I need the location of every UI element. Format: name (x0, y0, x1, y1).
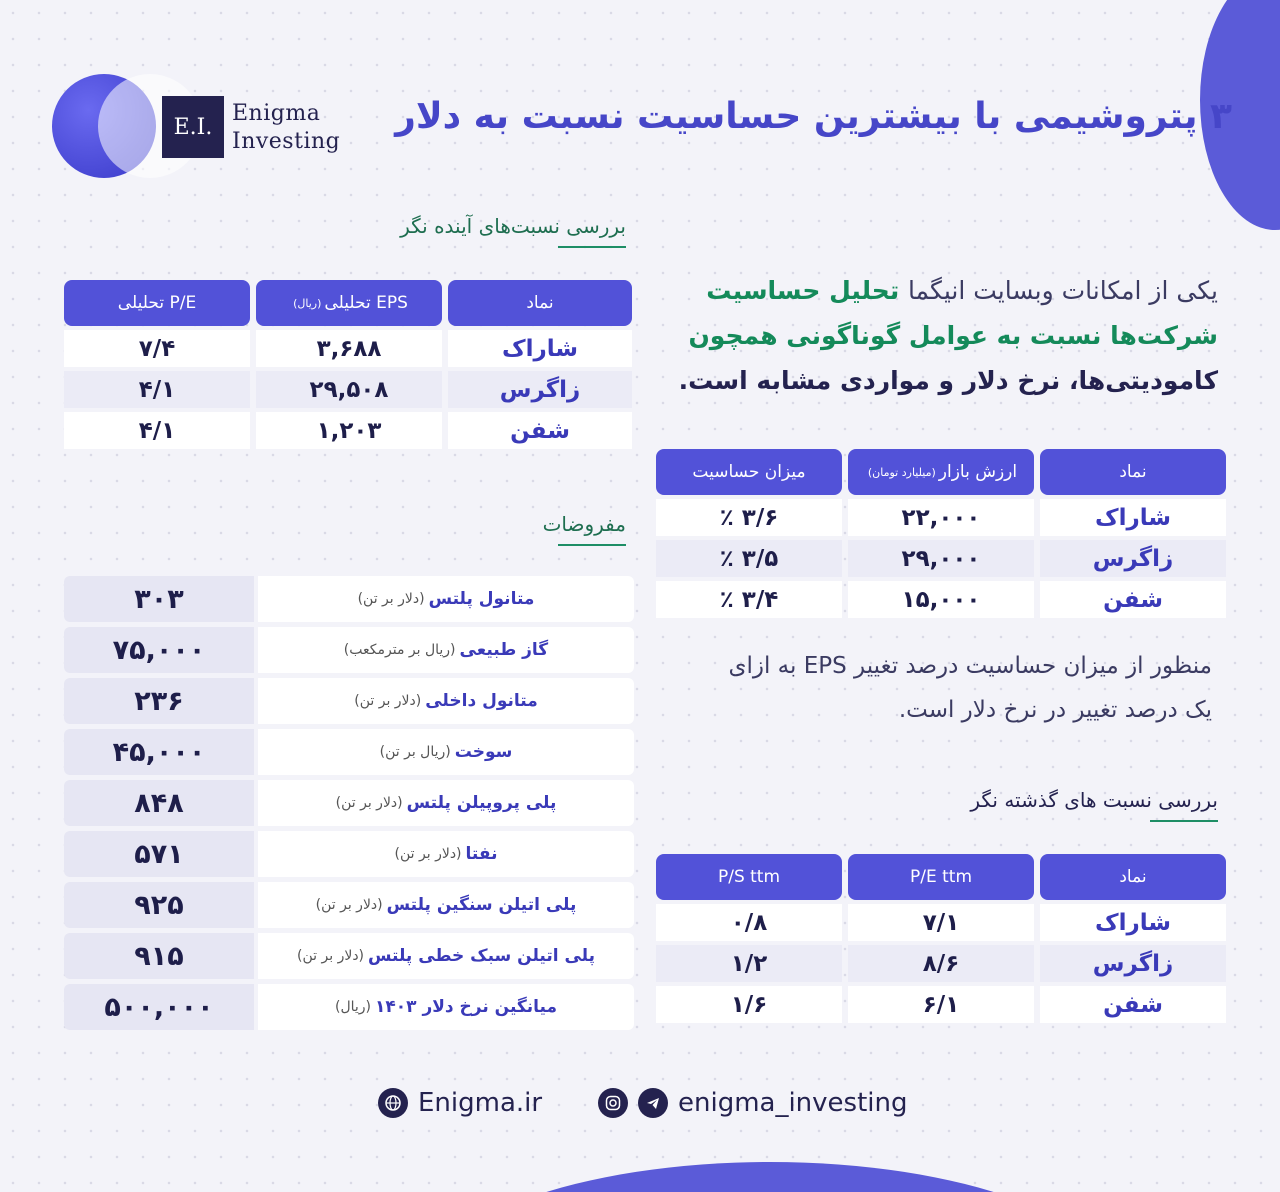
forward-header-eps (256, 280, 442, 326)
assumption-row (64, 678, 634, 724)
logo-mark: E.I. (162, 96, 224, 158)
past-header-symbol: نماد (1040, 854, 1226, 900)
intro-text-3: کامودیتی‌ها، نرخ دلار و مواردی مشابه است. (678, 366, 1218, 395)
past-row-symbol: شاراک (1040, 904, 1226, 941)
assumption-unit: (دلار بر تن) (297, 948, 365, 964)
sensitivity-header-market-cap (848, 449, 1034, 495)
assumption-unit: (دلار بر تن) (335, 795, 403, 811)
sensitivity-note (652, 644, 1212, 732)
assumption-unit: (دلار بر تن) (315, 897, 383, 913)
forward-row-eps: ۱,۲۰۳ (256, 412, 442, 449)
assumption-label (258, 933, 634, 979)
forward-row-pe: ۴/۱ (64, 412, 250, 449)
page-title: ۳ پتروشیمی با بیشترین حساسیت نسبت به دلار (395, 96, 1232, 137)
assumption-unit: (دلار بر تن) (354, 693, 422, 709)
assumption-name: پلی اتیلن سنگین پلتس (386, 895, 577, 915)
intro-paragraph (658, 268, 1218, 403)
assumption-value: ۹۱۵ (64, 933, 254, 979)
assumption-row (64, 627, 634, 673)
assumption-value: ۵۰۰,۰۰۰ (64, 984, 254, 1030)
assumption-label (258, 984, 634, 1030)
forward-header-symbol: نماد (448, 280, 632, 326)
forward-row-pe: ۴/۱ (64, 371, 250, 408)
assumption-unit: (ریال بر مترمکعب) (343, 642, 456, 658)
assumption-label (258, 576, 634, 622)
assumption-value: ۵۷۱ (64, 831, 254, 877)
footer-website[interactable] (378, 1088, 542, 1118)
assumption-name: گاز طبیعی (459, 640, 549, 660)
forward-header-eps-unit: (ریال) (293, 296, 322, 310)
assumption-label (258, 831, 634, 877)
sensitivity-row-symbol: زاگرس (1040, 540, 1226, 577)
assumption-unit: (دلار بر تن) (394, 846, 462, 862)
assumption-name: پلی اتیلن سبک خطی پلتس (368, 946, 595, 966)
assumption-value: ۹۲۵ (64, 882, 254, 928)
sensitivity-row-value: ۳/۴ ٪ (656, 581, 842, 618)
social-handle[interactable]: enigma_investing (678, 1088, 908, 1118)
sensitivity-row-value: ۳/۶ ٪ (656, 499, 842, 536)
assumption-row (64, 576, 634, 622)
note-line-1: منظور از میزان حساسیت درصد تغییر EPS به ازای (728, 653, 1212, 679)
assumption-name: پلی پروپیلن پلتس (406, 793, 557, 813)
assumption-unit: (ریال) (334, 999, 372, 1015)
assumption-value: ۸۴۸ (64, 780, 254, 826)
assumption-unit: (دلار بر تن) (357, 591, 425, 607)
past-ratios-heading (970, 788, 1218, 812)
assumptions-heading-text: مفروضات (542, 512, 626, 536)
assumption-row (64, 780, 634, 826)
forward-header-eps-label: EPS تحلیلی (324, 293, 408, 313)
past-row-pe: ۶/۱ (848, 986, 1034, 1023)
assumption-name: متانول داخلی (425, 691, 538, 711)
sensitivity-header-market-cap-unit: (میلیارد تومان) (867, 465, 936, 479)
assumption-label (258, 780, 634, 826)
past-row-ps: ۱/۲ (656, 945, 842, 982)
forward-row-eps: ۳,۶۸۸ (256, 330, 442, 367)
sensitivity-row-market-cap: ۲۲,۰۰۰ (848, 499, 1034, 536)
assumption-unit: (ریال بر تن) (379, 744, 451, 760)
past-ratios-heading-text: بررسی نسبت های گذشته نگر (970, 788, 1218, 812)
assumption-row (64, 831, 634, 877)
forward-row-symbol: شاراک (448, 330, 632, 367)
past-row-symbol: شفن (1040, 986, 1226, 1023)
assumption-name: متانول پلتس (428, 589, 535, 609)
assumption-name: میانگین نرخ دلار ۱۴۰۳ (375, 997, 558, 1017)
assumption-name: سوخت (454, 742, 513, 762)
sensitivity-header-sensitivity: میزان حساسیت (656, 449, 842, 495)
sensitivity-row-market-cap: ۱۵,۰۰۰ (848, 581, 1034, 618)
assumption-name: نفتا (465, 844, 498, 864)
logo-line-2: Investing (232, 129, 341, 154)
website-link[interactable]: Enigma.ir (418, 1088, 543, 1118)
intro-text-2: شرکت‌ها نسبت به عوامل گوناگونی همچون (688, 321, 1218, 350)
past-row-symbol: زاگرس (1040, 945, 1226, 982)
forward-row-symbol: زاگرس (448, 371, 632, 408)
forward-header-pe: P/E تحلیلی (64, 280, 250, 326)
past-header-pe: P/E ttm (848, 854, 1034, 900)
sensitivity-header-market-cap-label: ارزش بازار (938, 462, 1018, 482)
assumption-row (64, 984, 634, 1030)
forward-row-pe: ۷/۴ (64, 330, 250, 367)
instagram-icon (598, 1088, 628, 1118)
past-header-ps: P/S ttm (656, 854, 842, 900)
assumption-row (64, 729, 634, 775)
sensitivity-header-symbol: نماد (1040, 449, 1226, 495)
logo-text (232, 100, 340, 156)
sensitivity-row-value: ۳/۵ ٪ (656, 540, 842, 577)
forward-row-symbol: شفن (448, 412, 632, 449)
forward-row-eps: ۲۹,۵۰۸ (256, 371, 442, 408)
assumption-value: ۷۵,۰۰۰ (64, 627, 254, 673)
intro-highlight: تحلیل حساسیت (706, 276, 900, 305)
assumption-value: ۲۳۶ (64, 678, 254, 724)
assumptions-heading (543, 512, 626, 536)
sensitivity-table (656, 449, 1226, 618)
past-row-pe: ۸/۶ (848, 945, 1034, 982)
logo-line-1: Enigma (232, 101, 321, 126)
assumption-row (64, 882, 634, 928)
forward-ratios-heading-text: بررسی نسبت‌های آینده نگر (400, 214, 626, 238)
past-ratios-table (656, 854, 1226, 1023)
forward-ratios-table (64, 280, 632, 449)
telegram-icon (638, 1088, 668, 1118)
assumption-label (258, 678, 634, 724)
assumption-value: ۴۵,۰۰۰ (64, 729, 254, 775)
sensitivity-row-symbol: شفن (1040, 581, 1226, 618)
assumption-row (64, 933, 634, 979)
past-row-pe: ۷/۱ (848, 904, 1034, 941)
assumption-label (258, 729, 634, 775)
past-row-ps: ۰/۸ (656, 904, 842, 941)
past-row-ps: ۱/۶ (656, 986, 842, 1023)
footer-social[interactable] (598, 1088, 908, 1118)
assumption-label (258, 882, 634, 928)
assumption-value: ۳۰۳ (64, 576, 254, 622)
globe-icon (378, 1088, 408, 1118)
note-line-2: یک درصد تغییر در نرخ دلار است. (898, 697, 1212, 723)
decorative-shape-bottom (420, 1162, 1120, 1192)
intro-text-1: یکی از امکانات وبسایت انیگما (907, 276, 1218, 305)
forward-ratios-heading (400, 214, 626, 238)
sensitivity-row-market-cap: ۲۹,۰۰۰ (848, 540, 1034, 577)
assumption-label (258, 627, 634, 673)
assumptions-list (64, 576, 634, 1035)
sensitivity-row-symbol: شاراک (1040, 499, 1226, 536)
